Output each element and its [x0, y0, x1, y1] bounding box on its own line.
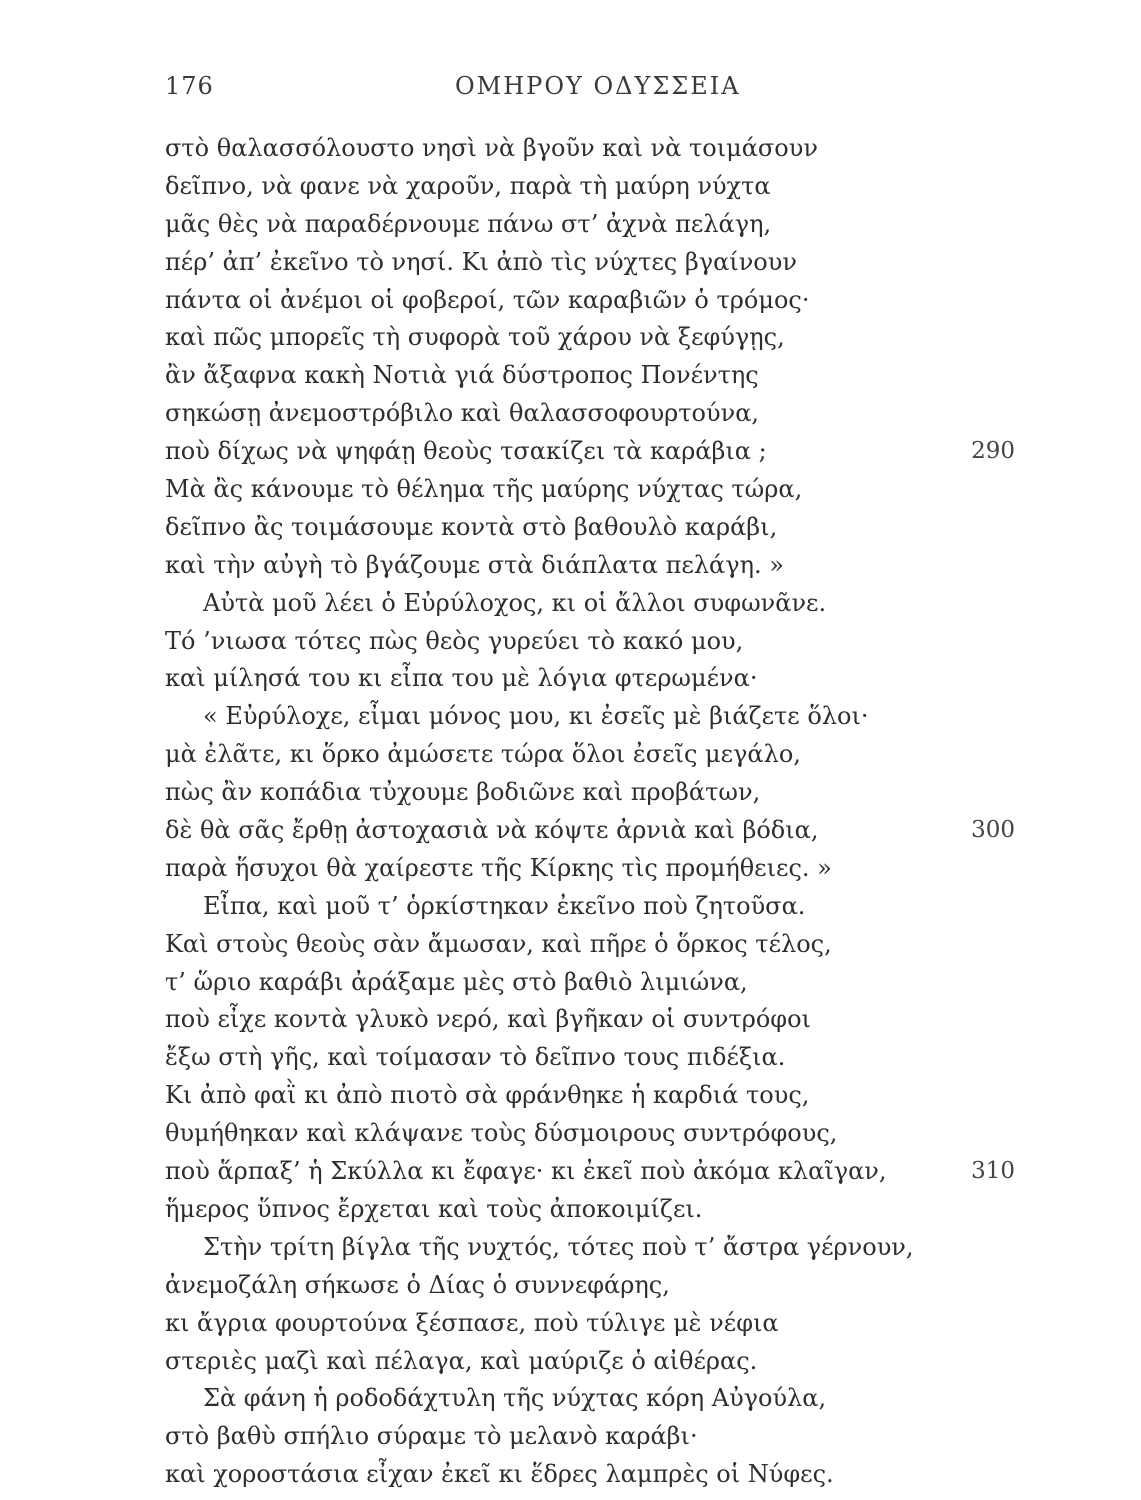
verse-line — [165, 660, 1025, 698]
verse-line — [165, 1305, 1025, 1343]
verse-line-text: ποὺ ἅρπαξ’ ἡ Σκύλλα κι ἔφαγε· κι ἐκεῖ ποὺ ἀκόμα κλαῖγαν, — [165, 1157, 887, 1186]
verse-text — [165, 130, 1025, 1494]
verse-line-text: Μὰ ἂς κάνουμε τὸ θέλημα τῆς μαύρης νύχτας τώρα, — [165, 475, 803, 504]
verse-line-text: παρὰ ἥσυχοι θὰ χαίρεστε τῆς Κίρκης τὶς προμήθειες. » — [165, 853, 832, 882]
verse-line-text: Σὰ φάνη ἡ ροδοδάχτυλη τῆς νύχτας κόρη Αὐγούλα, — [203, 1384, 827, 1413]
verse-line — [165, 1456, 1025, 1494]
verse-line — [165, 130, 1025, 168]
verse-line-text: τ’ ὥριο καράβι ἀράξαμε μὲς στὸ βαθιὸ λιμιώνα, — [165, 967, 748, 996]
verse-line — [165, 547, 1025, 585]
verse-line-text: δεῖπνο, νὰ φανε νὰ χαροῦν, παρὰ τὴ μαύρη νύχτα — [165, 171, 771, 200]
verse-line-text: ἥμερος ὕπνος ἔρχεται καὶ τοὺς ἀποκοιμίζει. — [165, 1194, 703, 1223]
verse-line — [165, 812, 1025, 850]
verse-line-text: πὼς ἂν κοπάδια τὐχουμε βοδιῶνε καὶ προβάτων, — [165, 778, 761, 807]
verse-line — [165, 1077, 1025, 1115]
verse-line — [165, 623, 1025, 661]
verse-line — [165, 1191, 1025, 1229]
verse-line — [165, 926, 1025, 964]
verse-line-text: ἂν ἄξαφνα κακὴ Νοτιὰ γιά δύστροπος Πονέντης — [165, 361, 759, 390]
verse-line — [165, 509, 1025, 547]
verse-line — [165, 698, 1025, 736]
verse-line — [165, 433, 1025, 471]
verse-line — [165, 282, 1025, 320]
verse-line — [165, 1153, 1025, 1191]
verse-line-text: ποὺ δίχως νὰ ψηφάῃ θεοὺς τσακίζει τὰ καράβια ; — [165, 437, 767, 466]
verse-line-text: στὸ βαθὺ σπήλιο σύραμε τὸ μελανὸ καράβι· — [165, 1422, 698, 1451]
verse-line-text: θυμήθηκαν καὶ κλάψανε τοὺς δύσμοιρους συντρόφους, — [165, 1119, 838, 1148]
verse-line-text: κι ἄγρια φουρτούνα ξέσπασε, ποὺ τύλιγε μὲ νέφια — [165, 1308, 779, 1337]
verse-line — [165, 736, 1025, 774]
verse-line-text: Τό ’νιωσα τότες πὼς θεὸς γυρεύει τὸ κακό μου, — [165, 626, 744, 655]
verse-line — [165, 774, 1025, 812]
verse-line — [165, 471, 1025, 509]
verse-line-text: στὸ θαλασσόλουστο νησὶ νὰ βγοῦν καὶ νὰ τοιμάσουν — [165, 134, 818, 162]
verse-line — [165, 1418, 1025, 1456]
verse-line — [165, 1001, 1025, 1039]
verse-line — [165, 206, 1025, 244]
verse-line — [165, 319, 1025, 357]
verse-line-text: καὶ μίλησά του κι εἶπα του μὲ λόγια φτερωμένα· — [165, 664, 758, 693]
verse-line — [165, 1229, 1025, 1267]
page-header — [165, 72, 1015, 112]
verse-line — [165, 888, 1025, 926]
verse-line — [165, 964, 1025, 1002]
verse-line-text: πέρ’ ἀπ’ ἐκεῖνο τὸ νησί. Κι ἀπὸ τὶς νύχτες βγαίνουν — [165, 247, 797, 276]
verse-line-text: ἀνεμοζάλη σήκωσε ὁ Δίας ὁ συννεφάρης, — [165, 1270, 670, 1299]
verse-line-text: Κι ἀπὸ φαῒ κι ἀπὸ πιοτὸ σὰ φράνθηκε ἡ καρδιά τους, — [165, 1081, 810, 1110]
verse-line-text: καὶ χοροστάσια εἶχαν ἐκεῖ κι ἕδρες λαμπρὲς οἱ Νύφες. — [165, 1460, 834, 1489]
line-number: 290 — [971, 438, 1015, 465]
verse-line — [165, 395, 1025, 433]
verse-line-text: Καὶ στοὺς θεοὺς σὰν ἄμωσαν, καὶ πῆρε ὁ ὅρκος τέλος, — [165, 929, 832, 958]
verse-line-text: Στὴν τρίτη βίγλα τῆς νυχτός, τότες ποὺ τ’ ἄστρα γέρνουν, — [203, 1232, 914, 1261]
verse-line-text: καὶ πῶς μπορεῖς τὴ συφορὰ τοῦ χάρου νὰ ξεφύγῃς, — [165, 323, 785, 352]
verse-line-text: σηκώσῃ ἀνεμοστρόβιλο καὶ θαλασσοφουρτούνα, — [165, 399, 760, 428]
verse-line-text: Αὐτὰ μοῦ λέει ὁ Εὐρύλοχος, κι οἱ ἄλλοι συφωνᾶνε. — [203, 588, 827, 617]
verse-line — [165, 1267, 1025, 1305]
line-number: 310 — [971, 1158, 1015, 1185]
verse-line-text: μᾶς θὲς νὰ παραδέρνουμε πάνω στ’ ἀχνὰ πελάγη, — [165, 209, 772, 238]
verse-line-text: δεῖπνο ἂς τοιμάσουμε κοντὰ στὸ βαθουλὸ καράβι, — [165, 512, 778, 541]
verse-line-text: μὰ ἐλᾶτε, κι ὅρκο ἀμώσετε τώρα ὅλοι ἐσεῖς μεγάλο, — [165, 740, 801, 769]
verse-line — [165, 168, 1025, 206]
verse-line — [165, 357, 1025, 395]
verse-line — [165, 244, 1025, 282]
verse-line-text: δὲ θὰ σᾶς ἔρθῃ ἀστοχασιὰ νὰ κόψτε ἀρνιὰ καὶ βόδια, — [165, 816, 819, 845]
page-number: 176 — [165, 72, 214, 100]
verse-line-text: Εἶπα, καὶ μοῦ τ’ ὁρκίστηκαν ἐκεῖνο ποὺ ζητοῦσα. — [203, 891, 806, 920]
verse-line-text: πάντα οἱ ἀνέμοι οἱ φοβεροί, τῶν καραβιῶν ὁ τρόμος· — [165, 285, 810, 314]
verse-line — [165, 1115, 1025, 1153]
verse-line — [165, 1343, 1025, 1381]
verse-line-text: ποὺ εἶχε κοντὰ γλυκὸ νερό, καὶ βγῆκαν οἱ συντρόφοι — [165, 1005, 811, 1034]
verse-line — [165, 1039, 1025, 1077]
verse-line-text: « Εὐρύλοχε, εἶμαι μόνος μου, κι ἐσεῖς μὲ βιάζετε ὅλοι· — [203, 702, 869, 731]
verse-line-text: στεριὲς μαζὶ καὶ πέλαγα, καὶ μαύριζε ὁ αἰθέρας. — [165, 1346, 758, 1375]
verse-line — [165, 585, 1025, 623]
verse-line — [165, 850, 1025, 888]
verse-line-text: καὶ τὴν αὐγὴ τὸ βγάζουμε στὰ διάπλατα πελάγη. » — [165, 550, 784, 579]
verse-line-text: ἔξω στὴ γῆς, καὶ τοίμασαν τὸ δεῖπνο τους πιδέξια. — [165, 1043, 786, 1072]
running-head: ΟΜΗΡΟΥ ΟΔΥΣΣΕΙΑ — [455, 72, 741, 100]
verse-line — [165, 1380, 1025, 1418]
line-number: 300 — [971, 817, 1015, 844]
